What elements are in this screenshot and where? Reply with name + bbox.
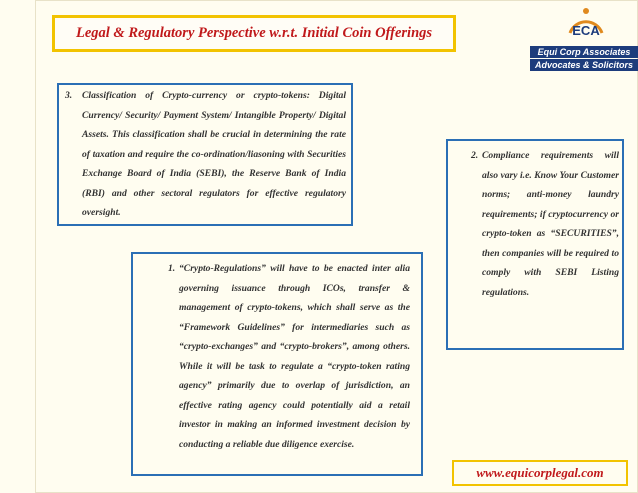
section-number: 1. (168, 263, 176, 274)
section-text: Compliance requirements will also vary i.e. Know Your Customer norms; anti-money laundry requirements; if cryptocurrency or crypto-token as “SECURITIES”, then companies will be required to comply with SEBI Listing regulations. (482, 150, 619, 298)
website-url-link[interactable]: www.equicorplegal.com (476, 465, 604, 480)
website-url-box[interactable] (452, 460, 628, 486)
section-number: 3. (65, 90, 73, 101)
section-box-crypto-regulations (131, 252, 423, 476)
logo-mark-text: ECA (572, 23, 600, 38)
section-number: 2. (471, 150, 479, 161)
eca-logo-icon (566, 5, 606, 41)
section-box-classification (57, 83, 353, 226)
section-box-compliance (446, 139, 624, 350)
logo-tagline: Advocates & Solicitors (530, 59, 638, 71)
logo-company-name: Equi Corp Associates (530, 46, 638, 58)
company-logo (530, 5, 638, 73)
section-text: Classification of Crypto-currency or crypto-tokens: Digital Currency/ Security/ Payment System/ Intangible Property/ Digital Assets. This classification shall be crucial in determining the rate of taxation and require the co-ordination/liasoning with Securities Exchange Board of India (SEBI), the Reserve Bank of India (RBI) and other sectoral regulators for effective regulatory oversight. (82, 90, 346, 218)
title-box (52, 15, 456, 52)
page-title: Legal & Regulatory Perspective w.r.t. Initial Coin Offerings (75, 25, 433, 41)
section-text: “Crypto-Regulations” will have to be enacted inter alia governing issuance through ICOs, transfer & management of crypto-tokens, which shall serve as the “Framework Guidelines” for intermediaries such as “crypto-exchanges” and “crypto-brokers”, among others. While it will be task to regulate a “crypto-token rating agency” primarily due to overlap of jurisdiction, an effective rating agency could potentially aid a retail investor in making an informed investment decision by conducting a reliable due diligence exercise. (179, 263, 410, 450)
